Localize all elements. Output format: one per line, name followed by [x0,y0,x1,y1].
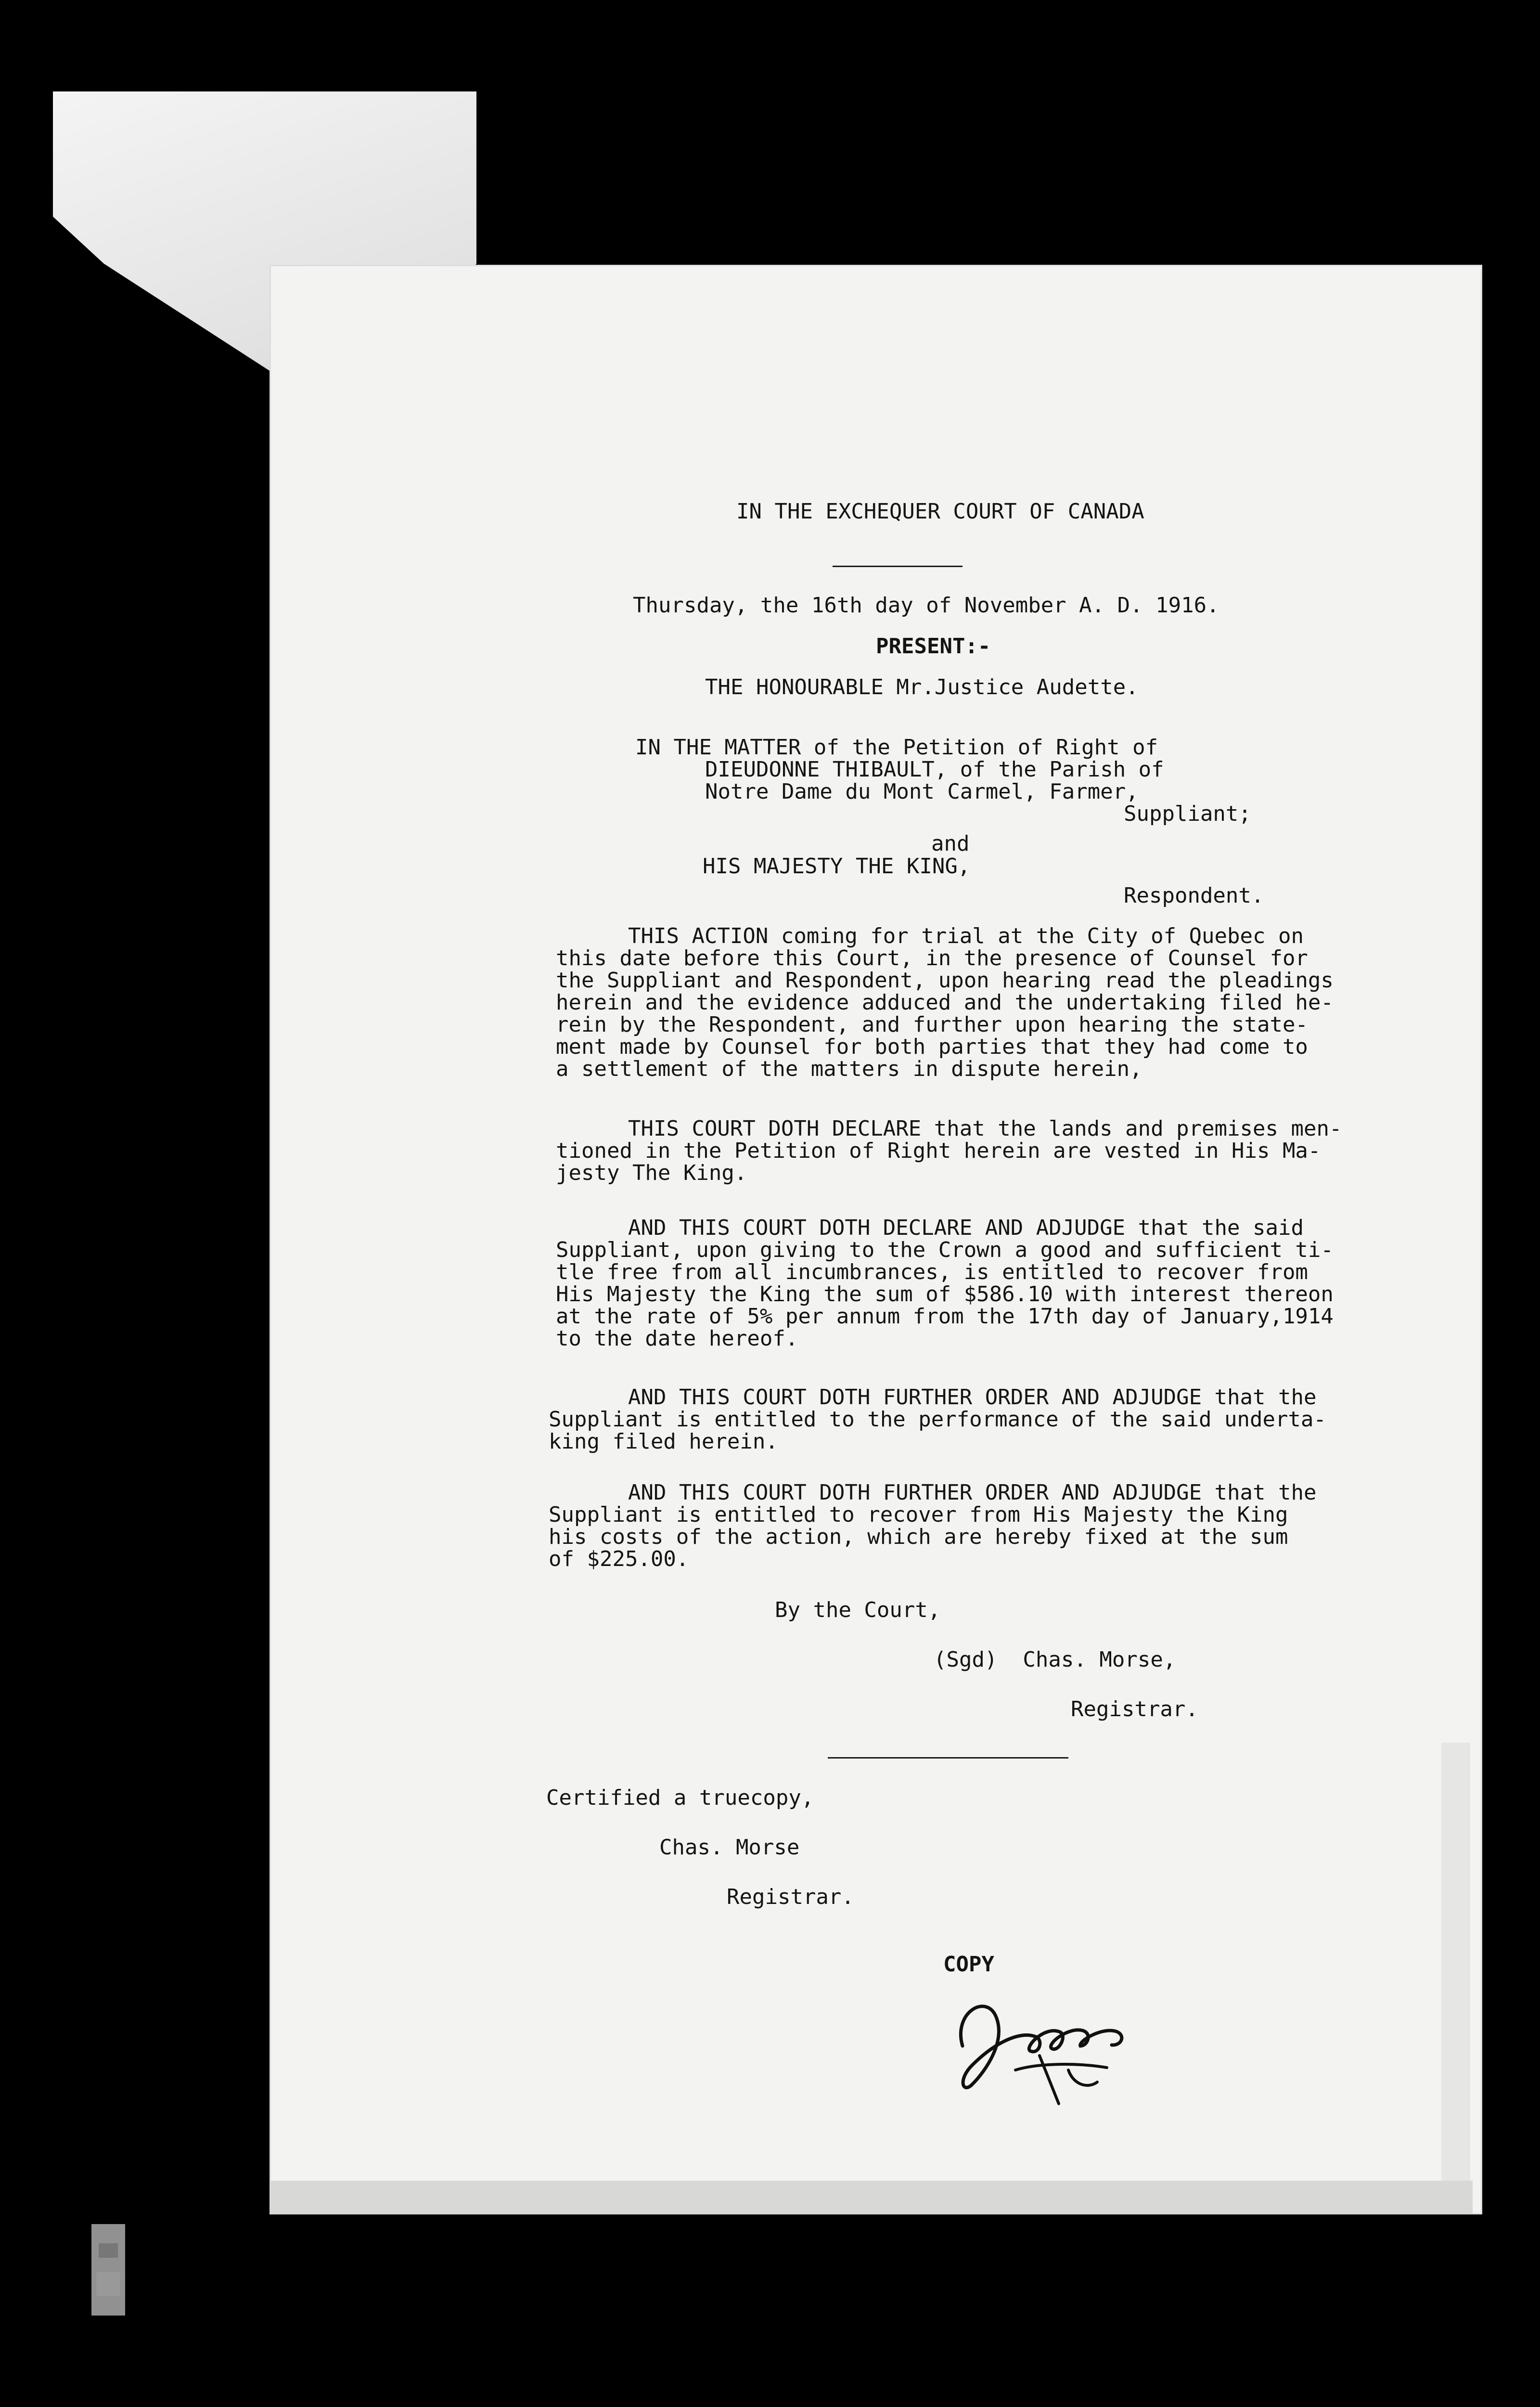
para5-line-4: of $225.00. [549,1547,689,1571]
para4-line-1: AND THIS COURT DOTH FURTHER ORDER AND ADJUDGE that the [628,1385,1317,1410]
signed-line: (Sgd) Chas. Morse, [934,1647,1176,1672]
respondent-label: Respondent. [1124,883,1264,908]
para3-line-2: Suppliant, upon giving to the Crown a good and sufficient ti- [556,1238,1334,1262]
para2-line-2: tioned in the Petition of Right herein are vested in His Ma- [556,1139,1321,1163]
judge-line: THE HONOURABLE Mr.Justice Audette. [705,675,1139,699]
para2-line-1: THIS COURT DOTH DECLARE that the lands and premises men- [628,1116,1342,1141]
matter-line-2: DIEUDONNE THIBAULT, of the Parish of [705,757,1164,782]
registrar-label-1: Registrar. [1071,1697,1198,1721]
para3-line-1: AND THIS COURT DOTH DECLARE AND ADJUDGE that the said [628,1216,1304,1240]
certifier-name: Chas. Morse [659,1835,800,1860]
and-word: and [931,831,970,856]
para5-line-3: his costs of the action, which are hereby fixed at the sum [549,1525,1288,1549]
para4-line-3: king filed herein. [549,1429,778,1454]
para4-line-2: Suppliant is entitled to the performance of the said underta- [549,1407,1326,1432]
para1-line-7: a settlement of the matters in dispute herein, [556,1057,1142,1081]
registrar-label-2: Registrar. [727,1885,854,1909]
para1-line-5: rein by the Respondent, and further upon hearing the state- [556,1012,1308,1037]
heading-underline [833,566,962,567]
present-label: PRESENT:- [876,634,991,659]
signature-divider [828,1757,1068,1759]
para1-line-2: this date before this Court, in the presence of Counsel for [556,946,1308,971]
by-the-court: By the Court, [775,1598,941,1622]
para5-line-2: Suppliant is entitled to recover from His Majesty the King [549,1502,1288,1527]
para1-line-6: ment made by Counsel for both parties that they had come to [556,1035,1308,1059]
date-line: Thursday, the 16th day of November A. D. 1916. [633,593,1219,618]
respondent-name: HIS MAJESTY THE KING, [703,854,971,879]
para3-line-6: to the date hereof. [556,1326,798,1351]
para5-line-1: AND THIS COURT DOTH FURTHER ORDER AND ADJUDGE that the [628,1480,1317,1505]
para3-line-4: His Majesty the King the sum of $586.10 with interest thereon [556,1282,1334,1307]
film-edge-mark [82,2214,140,2325]
para1-line-1: THIS ACTION coming for trial at the City of Quebec on [628,924,1304,948]
sheet-bottom-strip [270,2181,1473,2214]
para2-line-3: jesty The King. [556,1161,747,1185]
certified-line: Certified a truecopy, [546,1786,814,1810]
para1-line-4: herein and the evidence adduced and the undertaking filed he- [556,990,1334,1015]
para3-line-5: at the rate of 5% per annum from the 17th day of January,1914 [556,1304,1334,1329]
para1-line-3: the Suppliant and Respondent, upon hearing read the pleadings [556,968,1334,993]
copy-stamp: COPY [943,1952,994,1977]
suppliant-label: Suppliant; [1124,802,1251,826]
court-heading: IN THE EXCHEQUER COURT OF CANADA [736,499,1144,524]
matter-line-1: IN THE MATTER of the Petition of Right of [635,735,1158,760]
handwritten-signature [943,1974,1169,2118]
sheet-edge [1441,1743,1470,2214]
para3-line-3: tle free from all incumbrances, is entitled to recover from [556,1260,1308,1284]
matter-line-3: Notre Dame du Mont Carmel, Farmer, [705,779,1139,804]
